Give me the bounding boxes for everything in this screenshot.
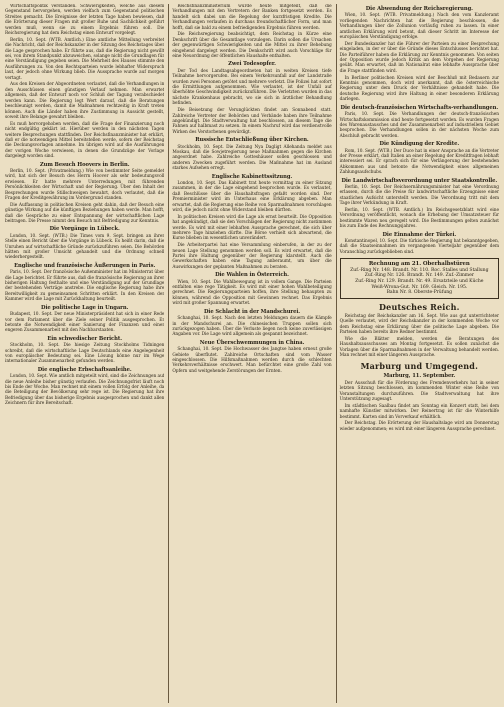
column-container <box>5 4 499 703</box>
article-paragraph: Wien, 10. Sept. (WTB. Privatmeldung.) Nach den vom Kanzleramt vorliegenden Nachrichten hat die Regierung beschlossen, die Verhandlungen über die Zollunion vorläufig ruhen zu lassen. In einer amtlichen Erklärung wird betont, daß dieser Schritt im Interesse der europäischen Verständigung erfolge. <box>339 13 499 41</box>
article-heading: Die Wahlen in Österreich. <box>215 272 289 279</box>
article-paragraph: Rom, 10. Sept. (WTB.) Der Duce hat in einer Ansprache an die Vertreter der Presse erklärt, daß Italien an einer Regelung der Kreditfragen lebhaft interessiert sei. Er sprach sich für eine Verlängerung der bestehenden Abkommen aus und betonte die Notwendigkeit eines allgemeinen Zahlungsaufschubs. <box>339 148 499 176</box>
article-paragraph: Aus den Kreisen der Abgeordneten verlautet, daß die Verhandlungen in den Ausschüssen einen günstigen Verlauf nehmen. Man erwartet allgemein, daß der Entwurf noch vor Schluß der Tagung verabschiedet werden kann. Die Regierung legt Wert darauf, daß die Beratungen beschleunigt werden, damit die Maßnahmen rechtzeitig in Kraft treten können. Auch die Länder haben ihre Zustimmung in Aussicht gestellt, soweit ihre Belange gewahrt bleiben. <box>5 82 165 120</box>
ad-line: Zuf.-Ring Nr. 148. Brandt. Nr. 110. Roc. Stalles und Stallung <box>350 267 489 273</box>
article-paragraph: Berlin, 10. Sept. Der Reichsernährungsminister hat eine Verordnung erlassen, durch die die Preise für landwirtschaftliche Erzeugnisse einer staatlichen Aufsicht unterstellt werden. Die Verordnung tritt mit dem Tage ihrer Verkündung in Kraft. <box>339 184 499 207</box>
article-paragraph: Der Bundeskanzler hat die Führer der Parteien zu einer Besprechung eingeladen, in der er über die Gründe dieses Entschlusses berichtet hat. Die Parteiführer haben die Erklärung zur Kenntnis genommen. Von seiten der Opposition wurde jedoch Kritik an dem Vorgehen der Regierung geübt. Man erwartet, daß im Nationalrat eine lebhafte Aussprache über die Frage stattfinden wird. <box>339 41 499 74</box>
article-heading: Englische und französische Äußerungen in Paris. <box>14 262 156 269</box>
article-paragraph: Die Arbeiterpartei hat eine Versammlung einberufen, in der zu der neuen Lage Stellung genommen werden soll. Es wird erwartet, daß die Partei ihre Haltung gegenüber der Regierung klarstellt. Auch die Gewerkschaften haben eine Tagung anberaumt, um über die Auswirkungen der geplanten Maßnahmen zu beraten. <box>172 243 332 270</box>
article-paragraph: Der Tod des Landtagsabgeordneten hat in weiten Kreisen tiefe Teilnahme hervorgerufen. Bei einem Verkehrsunfall auf der Landstraße wurden zwei Personen getötet und mehrere verletzt. Die Polizei hat sofort die Ermittlungen aufgenommen. Wie verlautet, ist der Unfall auf überhöhte Geschwindigkeit zurückzuführen. Die Verletzten wurden in das nächste Krankenhaus gebracht, wo sie sich in ärztlicher Behandlung befinden. <box>172 68 332 107</box>
section-heading: Marburg und Umgegend. <box>360 361 479 372</box>
advertisement-box <box>340 258 499 299</box>
article-heading: Die Kündigung der Kredite. <box>379 141 460 148</box>
article-paragraph: Schanghai, 10. Sept. Nach den letzten Meldungen dauern die Kämpfe in der Mandschurei an. Die chinesischen Truppen sollen sich zurückgezogen haben. Über die Verluste liegen noch keine zuverlässigen Angaben vor. Die Lage wird allgemein als gespannt bezeichnet. <box>172 316 332 338</box>
article-paragraph: Die Reichsregierung beabsichtigt, dem Reichstag in Kürze eine Denkschrift über die Gesamtlage vorzulegen. Darin sollen die Ursachen der gegenwärtigen Schwierigkeiten und die Mittel zu ihrer Behebung eingehend dargelegt werden. Die Denkschrift wird auch Vorschläge für eine Neuordnung der öffentlichen Haushalte enthalten. <box>172 32 332 60</box>
article-paragraph: Reichstag der Reichskanzler am 16. Sept. Wie aus gut unterrichteter Quelle verlautet, wird der Reichskanzler in der kommenden Woche vor dem Reichstag eine Erklärung über die politische Lage abgeben. Die Parteien haben bereits ihre Redner bestimmt. <box>339 313 499 336</box>
ad-line: Bahn Nr. 8. Oberste-Prüfung <box>386 290 453 296</box>
ad-line: Zuf.-Ring Nr. 129. Brandt. Nr. 49. Ersatzteile und Küche <box>355 279 484 285</box>
article-heading: Englische Kabinettssitzung. <box>211 173 293 180</box>
article-heading: Zum Besuch Hoovers in Berlin. <box>39 161 130 168</box>
article-paragraph: In Berliner politischen Kreisen wird der Beschluß mit Bedauern zur Kenntnis genommen, doch wird anerkannt, daß die österreichische Regierung unter dem Druck der Verhältnisse gehandelt habe. Die deutsche Regierung wird ihre Haltung in einer besonderen Erklärung darlegen. <box>339 75 499 103</box>
article-heading: Russische Entschließung über Kirchen. <box>195 137 309 144</box>
article-paragraph: Stockholm, 10. Sept. Die Zeitung Nya Dagligt Allehanda meldet aus Moskau, daß die Sowjetregierung neue Maßnahmen gegen die Kirchen angeordnet habe. Zahlreiche Gotteshäuser sollen geschlossen und anderen Zwecken zugeführt werden. Die Maßnahme hat im Ausland starkes Aufsehen erregt. <box>172 144 332 172</box>
article-paragraph: Es muß hervorgehoben werden, daß die Frage der Finanzierung noch nicht endgültig geklärt ist. Hierüber werden in den nächsten Tagen weitere Besprechungen stattfinden. Der Reichsfinanzminister hat erklärt, daß er die notwendigen Mittel bereitstellen werde, sofern der Reichstag die Deckungsvorlagen annehme. Im übrigen wird auf die Ausführungen der vorigen Woche verwiesen, in denen die Grundzüge der Vorlage dargelegt worden sind. <box>5 121 165 160</box>
article-paragraph: Berlin, 10. Sept. (WTB. Amtlich.) Im Reichsgesetzblatt wird eine Verordnung veröffentlicht, wonach die Erhebung der Umsatzsteuer für bestimmte Waren neu geregelt wird. Die Bestimmungen gelten zunächst bis zum Ende des Rechnungsjahres. <box>339 207 499 230</box>
article-paragraph: Konstantinopel, 10. Sept. Die türkische Regierung hat bekanntgegeben, daß die Staatseinnahmen im vergangenen Vierteljahr gegenüber dem Voranschlag zurückgeblieben sind. <box>339 239 499 255</box>
article-paragraph: London, 10. Sept. Das Kabinett trat heute vormittag zu einer Sitzung zusammen, in der die Lage eingehend besprochen wurde. Es verlautet, daß Beschlüsse über die Haushaltsfragen gefaßt worden sind. Der Premierminister wird im Unterhaus eine Erklärung abgeben. Man erwartet, daß die Regierung eine Reihe von Sparmaßnahmen vorschlagen wird, die jedoch nicht ohne Widerstand bleiben dürften. <box>172 180 332 213</box>
article-heading: Die Einnahme der Türkei. <box>382 231 457 238</box>
article-heading: Die Abwendung der Reichsregierung. <box>365 6 473 12</box>
article-paragraph: Die Beisetzung der Verunglückten findet am Sonnabend statt. Zahlreiche Vertreter der Behörden und Verbände haben ihre Teilnahme angekündigt. Die Stadtverwaltung hat beschlossen, an diesem Tage die Fahnen auf halbmast zu setzen. In einem Nachruf wird das verdienstvolle Wirken des Verstorbenen gewürdigt. <box>172 108 332 135</box>
article-heading: Die Vorgänge in Lübeck. <box>49 226 120 233</box>
article-heading: Die Landwirtschaftsverordnung unter Staatskontrolle. <box>341 177 498 184</box>
ad-line: Weiß-Wrona-Gut. Nr. 169. Gleich. Nr. 195. <box>371 284 468 290</box>
article-paragraph: Der Ausschuß für die Förderung des Fremdenverkehrs hat in seiner letzten Sitzung beschlossen, im kommenden Winter eine Reihe von Veranstaltungen durchzuführen. Die Stadtverwaltung hat ihre Unterstützung zugesagt. <box>339 380 499 403</box>
article-heading: Die englische Erbschaftsanleihe. <box>37 366 132 373</box>
article-heading: Ein schwedischer Bericht. <box>47 335 122 342</box>
article-paragraph: Paris, 10. Sept. Die Verhandlungen der deutsch-französischen Wirtschaftskommission sind heute fortgesetzt worden. Es wurden Fragen des Warenaustausches und der Zusammenarbeit auf industriellem Gebiet besprochen. Die Verhandlungen sollen in der nächsten Woche zum Abschluß gebracht werden. <box>339 112 499 139</box>
column-middle <box>168 4 331 703</box>
article-paragraph: Berlin, 10. Sept. (WTB. Amtlich.) Eine amtliche Mitteilung verbreitet die Nachricht, daß der Reichskanzler in der Sitzung des Reichstages über die Lage gesprochen habe. Er führte aus, daß die Regierung nicht gewillt sei, von ihrem Standpunkt abzuweichen, solange nicht die Grundlagen für eine Verständigung gegeben seien. Die Mehrheit des Hauses stimmte den Ausführungen zu. Von den Rechtsparteien wurde lebhafter Widerspruch laut, der jedoch ohne Wirkung blieb. Die Aussprache wurde auf morgen vertagt. <box>5 37 165 81</box>
article-paragraph: Stockholm, 10. Sept. Die hiesige Zeitung Stockholms Tidningen schreibt, daß die wirtschaftliche Lage Deutschlands eine Angelegenheit von europäischer Bedeutung sei. Eine Lösung könne nur im Wege internationaler Zusammenarbeit gefunden werden. <box>5 343 165 365</box>
article-heading: Zwei Todesopfer. <box>228 61 276 68</box>
article-heading: Neue Überschwemmungen in China. <box>199 339 305 346</box>
column-left <box>5 4 164 703</box>
article-paragraph: Wie die Blätter melden, werden die Beratungen des Haushaltsausschusses am Montag fortgesetzt. Es sollen zunächst die Vorlagen über die Sparmaßnahmen in der Verwaltung behandelt werden. Man rechnet mit einer längeren Aussprache. <box>339 336 499 359</box>
article-paragraph: Paris, 10. Sept. Der französische Außenminister hat im Ministerrat über die Lage berichtet. Er führte aus, daß die französische Regierung an ihrer bisherigen Haltung festhalte und eine Verständigung auf der Grundlage der bestehenden Verträge anstrebe. Die englische Regierung habe ihre Bereitwilligkeit zu gemeinsamen Schritten erklärt. In den Kreisen der Kammer wird die Lage mit Zurückhaltung beurteilt. <box>5 270 165 303</box>
article-heading: Die politische Lage in Ungarn. <box>41 304 129 311</box>
article-paragraph: London, 10. Sept. Wie amtlich mitgeteilt wird, sind die Zeichnungen auf die neue Anleihe bisher günstig verlaufen. Die Zeichnungsfrist läuft noch bis Ende der Woche. Man rechnet mit einem vollen Erfolg der Anleihe, da die Beteiligung der Bevölkerung sehr rege ist. Die Regierung hat ihre Befriedigung über das bisherige Ergebnis ausgesprochen und dankt allen Zeichnern für ihre Bereitschaft. <box>5 374 165 407</box>
section-heading: Deutsches Reich. <box>379 301 460 312</box>
article-paragraph: Wirtschaftspolitik verstanden. Schwierigkeiten, welche aus diesem Gegenstand hervorgehen, werden vielfach zum Gegenstand politischen Streites gemacht. Die Ereignisse der letzten Tage haben bewiesen, daß die Erörterung dieser Fragen mit großer Ruhe und Sachlichkeit geführt werden muß, wenn sie zu einem Ergebnis führen soll. Die Reichsregierung hat dem Reichstag einen Entwurf vorgelegt. <box>5 4 165 37</box>
article-paragraph: London, 10. Sept. (WTB.) Die Times vom 9. Sept. bringen an ihrer Stelle einen Bericht über die Vorgänge in Lübeck. Es heißt darin, daß die Unruhen auf wirtschaftliche Gründe zurückzuführen seien. Die Behörden hätten mit großer Umsicht gehandelt und die Ordnung schnell wiederhergestellt. <box>5 233 165 261</box>
article-heading: Die deutsch-französischen Wirtschafts-verhandlungen. <box>340 104 499 111</box>
article-paragraph: Reichsfinanzministerium wurde heute mitgeteilt, daß die Verhandlungen mit den Vertretern der Banken fortgesetzt werden. Es handelt sich dabei um die Regelung der kurzfristigen Kredite. Die Verhandlungen verlaufen in durchaus freundschaftlicher Form, und man hofft, daß sie bald zu einem befriedigenden Ergebnis führen werden. <box>172 4 332 31</box>
article-heading: Die Schlacht in der Mandschurei. <box>203 308 301 315</box>
article-paragraph: Im städtischen Saalbau findet am Sonntag ein Konzert statt, bei dem namhafte Künstler mitwirken. Der Reinertrag ist für die Winterhilfe bestimmt. Karten sind im Vorverkauf erhältlich. <box>339 403 499 420</box>
article-paragraph: Die Auffassung in politischen Kreisen geht dahin, daß der Besuch eine günstige Wirkung auf die künftigen Beziehungen haben werde. Man hofft, daß die Gespräche zu einer Entspannung der wirtschaftlichen Lage beitragen. Die Presse nimmt den Besuch mit Befriedigung zur Kenntnis. <box>5 202 165 224</box>
article-paragraph: Berlin, 10. Sept. (Privatmeldung.) Wie von bestimmter Seite gemeldet wird, hat sich der Besuch des Herrn Hoover als sehr bedeutungsvoll erwiesen. Er hatte mehrere Unterredungen mit führenden Persönlichkeiten der Wirtschaft und der Regierung. Über den Inhalt der Besprechungen wurde Stillschweigen bewahrt, doch verlautet, daß die Fragen der Kreditgewährung im Vordergrund standen. <box>5 168 165 201</box>
ad-title: Rechnung am 21. Oberhalbstüren <box>368 261 470 268</box>
article-paragraph: Budapest, 10. Sept. Der neue Ministerpräsident hat sich in einer Rede vor dem Parlament über die Ziele seiner Politik ausgesprochen. Er betonte die Notwendigkeit einer Sanierung der Finanzen und einer engeren Zusammenarbeit mit den Nachbarstaaten. <box>5 312 165 334</box>
article-paragraph: In politischen Kreisen wird die Lage als ernst beurteilt. Die Opposition hat angekündigt, daß sie den Vorschlägen der Regierung nicht zustimmen werde. Es wird mit einer lebhaften Aussprache gerechnet, die sich über mehrere Tage hinziehen dürfte. Die Börse verhielt sich abwartend, die Kurse blieben im wesentlichen unverändert. <box>172 214 332 242</box>
column-right <box>336 4 499 703</box>
article-paragraph: Wien, 10. Sept. Die Wahlbewegung ist in vollem Gange. Die Parteien entfalten eine rege Tätigkeit. Es wird mit einer hohen Wahlbeteiligung gerechnet. Die Regierungsparteien hoffen, ihre Stellung behaupten zu können, während die Opposition mit Gewinnen rechnet. Das Ergebnis wird mit großer Spannung erwartet. <box>172 279 332 307</box>
ad-line: Zuf.-Ring Nr. 126. Brandt. Nr. 149. Zuf.-Zimmer <box>364 273 474 279</box>
article-paragraph: Schanghai, 10. Sept. Die Hochwasser des Jangtse haben erneut große Gebiete überflutet. Zahlreiche Ortschaften sind vom Wasser eingeschlossen. Die Hilfsmaßnahmen werden durch die schlechten Verkehrsverhältnisse erschwert. Man befürchtet eine große Zahl von Opfern und weitgehende Zerstörungen der Ernten. <box>172 347 332 374</box>
article-heading: Marburg, 11. September. <box>383 373 456 380</box>
column-footer-text: Der Reichstag. Die Erörterung der Haushaltslage wird am Donnerstag wieder aufgenommen; es wird mit einer längeren Aussprache gerechnet. <box>339 421 499 432</box>
